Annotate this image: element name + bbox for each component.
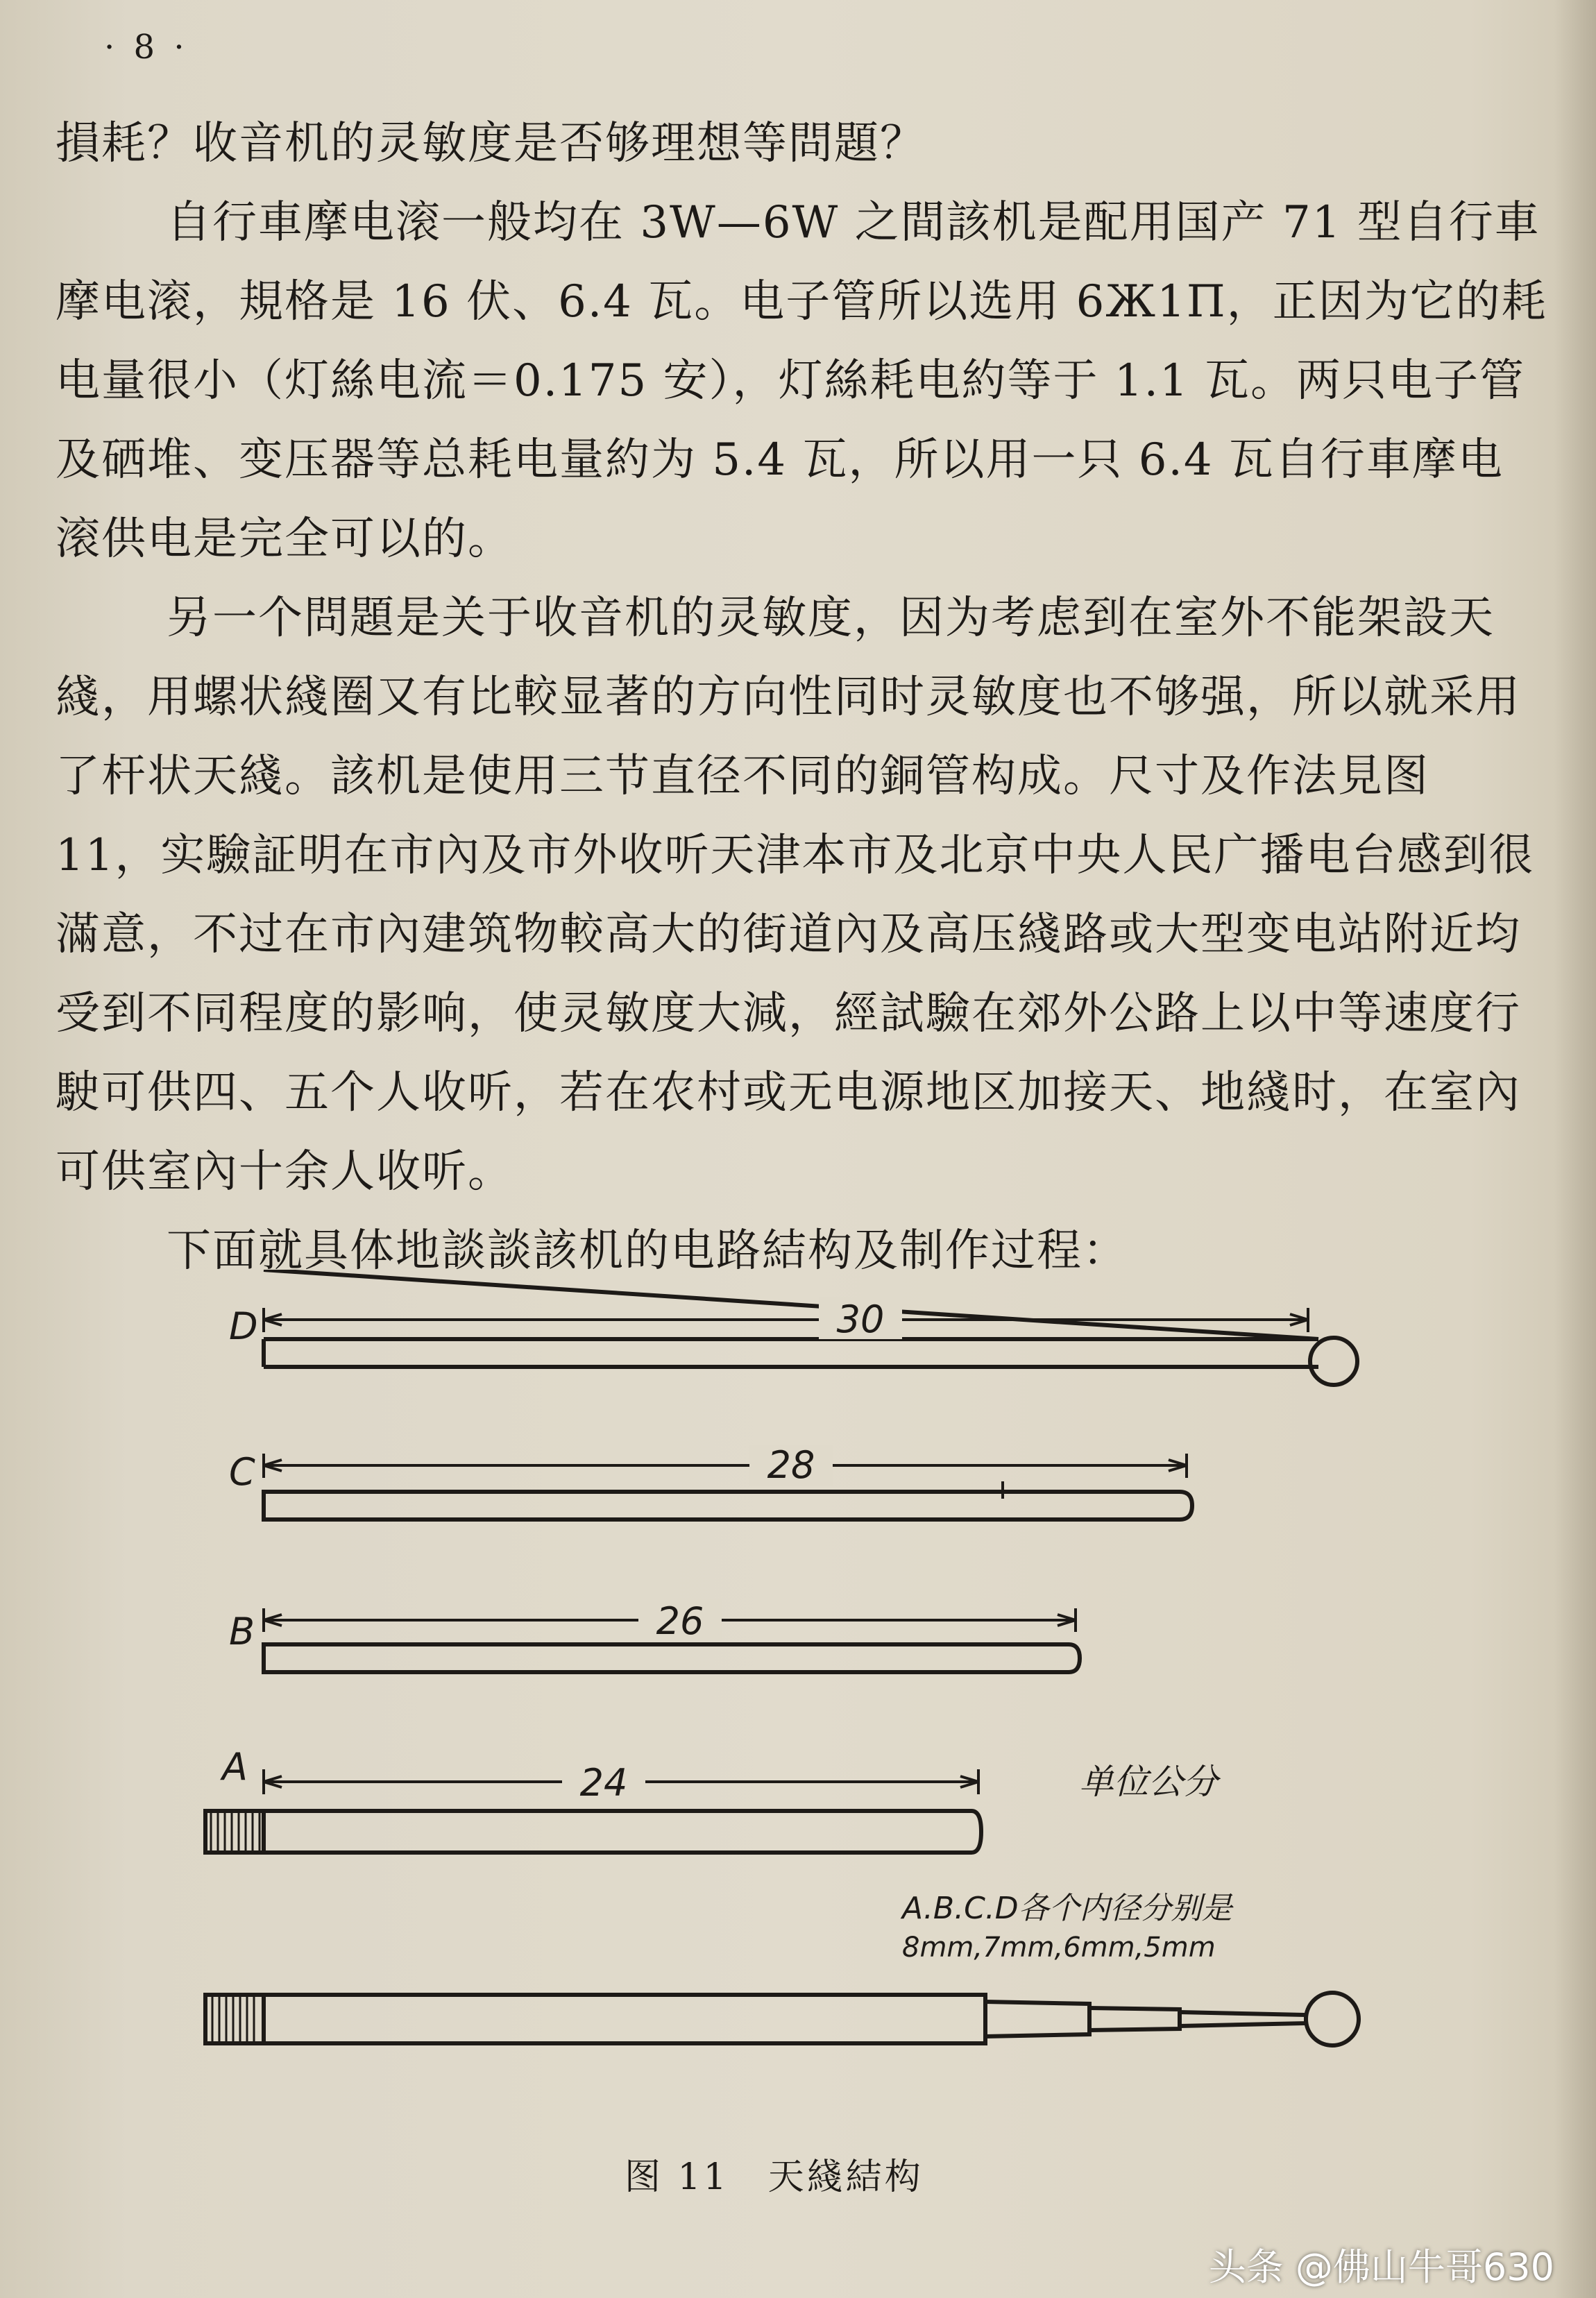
- thread-a: [211, 1811, 260, 1853]
- body-text: [56, 104, 1547, 1291]
- assembled-antenna: [205, 1993, 1359, 2045]
- paragraph-2: 自行車摩电滚一般均在 3W—6W 之間該机是配用国产 71 型自行車摩电滚，規格是 16 伏、6.4 瓦。电子管所以选用 6Ж1П，正因为它的耗电量很小（灯絲电流＝0.175 安），灯絲耗电約等于 1.1 瓦。两只电子管及硒堆、变压器等总耗电量約为 5.4 瓦，所以用一只 6.4 瓦自行車摩电滚供电是完全可以的。: [56, 197, 1547, 565]
- rod-d: [264, 1270, 1357, 1385]
- rod-c-label: C: [229, 1450, 255, 1494]
- diameter-note-line1: A.B.C.D各个内径分别是: [902, 1891, 1232, 1926]
- unit-note: 单位公分: [1079, 1762, 1218, 1802]
- paragraph-3: 另一个問題是关于收音机的灵敏度，因为考虑到在室外不能架設天綫，用螺状綫圈又有比較显著的方向性同时灵敏度也不够强，所以就采用了杆状天綫。該机是使用三节直径不同的銅管构成。尺寸及作法見图 11，实驗証明在市內及市外收听天津本市及北京中央人民广播电台感到很滿意，不过在市內建筑物較高大的街道內及高压綫路或大型变电站附近均受到不同程度的影响，使灵敏度大減，經試驗在郊外公路上以中等速度行駛可供四、五个人收听，若在农村或无电源地区加接天、地綫时，在室內可供室內十余人收听。: [56, 593, 1535, 1198]
- paragraph-4: 下面就具体地談談該机的电路結构及制作过程：: [167, 1225, 1128, 1277]
- page-number: · 8 ·: [104, 28, 189, 67]
- diameter-note-line2: 8mm,7mm,6mm,5mm: [902, 1932, 1216, 1964]
- antenna-diagram: [0, 1270, 1596, 2227]
- figure-caption: 图 11 天綫結构: [625, 2156, 924, 2198]
- thread-assembled: [212, 1995, 254, 2043]
- watermark: 头条 @佛山牛哥630: [1208, 2245, 1554, 2289]
- antenna-figure: [0, 1270, 1596, 2227]
- rod-a-label: A: [222, 1745, 248, 1789]
- rod-d-label: D: [229, 1304, 258, 1348]
- rod-b-label: B: [229, 1610, 255, 1653]
- rod-d-length: 30: [836, 1297, 885, 1341]
- rod-c: [264, 1454, 1192, 1520]
- paragraph-1: 損耗？收音机的灵敏度是否够理想等問題？: [56, 118, 926, 169]
- rod-a-length: 24: [579, 1761, 628, 1805]
- rod-b-length: 26: [656, 1599, 704, 1643]
- rod-c-length: 28: [767, 1443, 815, 1487]
